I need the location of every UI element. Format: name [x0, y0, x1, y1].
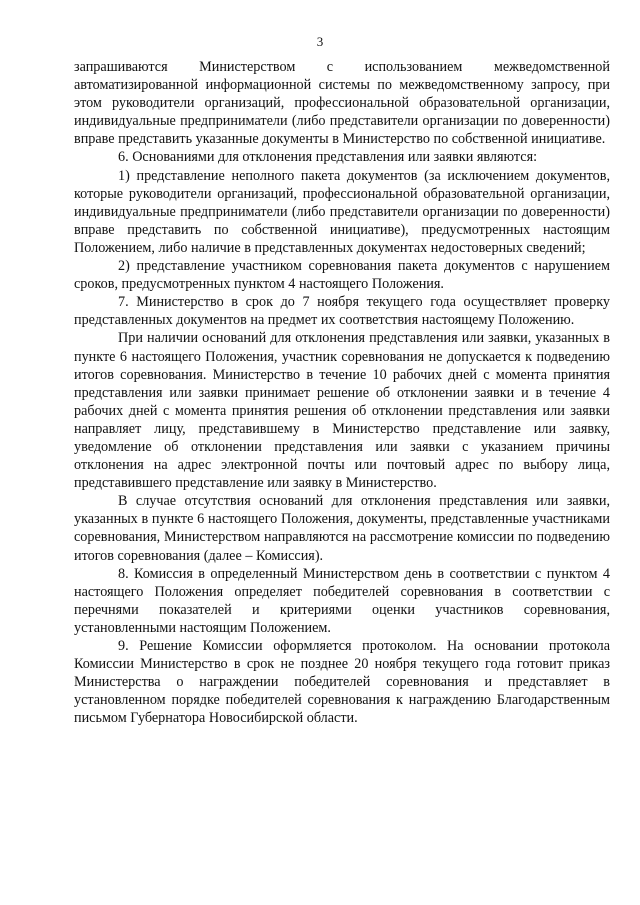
paragraph-continuation: запрашиваются Министерством с использованием межведомственной автоматизированной информационной системы по межведомственному запросу, при этом руководители организаций, профессиональной образовательной организации, индивидуальные предприниматели (либо представители организации по доверенности) вправе представить указанные документы в Министерство по собственной инициативе.	[74, 59, 610, 148]
paragraph-rejection-procedure: При наличии оснований для отклонения представления или заявки, указанных в пункте 6 настоящего Положения, участник соревнования не допускается к подведению итогов соревнования. Министерство в течение 10 рабочих дней с момента принятия представления или заявки принимает решение об отклонении заявки и в течение 4 рабочих дней с момента принятия решения об отклонении представления или заявки направляет лицу, представившему в Министерство представление или заявку, уведомление об отклонении представления или заявки с указанием причины отклонения на адрес электронной почты или почтовый адрес по выбору лица, представившего представление или заявку в Министерство.	[74, 330, 610, 492]
paragraph-subitem-2: 2) представление участником соревнования пакета документов с нарушением сроков, предусмотренных пунктом 4 настоящего Положения.	[74, 258, 610, 293]
paragraph-subitem-1: 1) представление неполного пакета документов (за исключением документов, которые руководители организаций, профессиональной образовательной организации, индивидуальные предприниматели (либо представители организации по доверенности) вправе представить по собственной инициативе), предусмотренных настоящим Положением, либо наличие в представленных документах недостоверных сведений;	[74, 167, 610, 256]
paragraph-item-6: 6. Основаниями для отклонения представления или заявки являются:	[118, 149, 538, 166]
page-number: 3	[316, 34, 324, 49]
paragraph-item-8: 8. Комиссия в определенный Министерством день в соответствии с пунктом 4 настоящего Положения определяет победителей соревнования в соответствии с перечнями показателей и критериями оценки участников соревнования, установленными настоящим Положением.	[74, 565, 610, 636]
paragraph-commission-referral: В случае отсутствия оснований для отклонения представления или заявки, указанных в пункте 6 настоящего Положения, документы, представленные участниками соревнования, Министерством направляются на рассмотрение комиссии по подведению итогов соревнования (далее – Комиссия).	[74, 493, 610, 564]
document-body	[74, 58, 610, 727]
paragraph-item-7: 7. Министерство в срок до 7 ноября текущего года осуществляет проверку представленных документов на предмет их соответствия настоящему Положению.	[74, 294, 610, 329]
paragraph-item-9: 9. Решение Комиссии оформляется протоколом. На основании протокола Комиссии Министерство в срок не позднее 20 ноября текущего года готовит приказ Министерства о награждении победителей соревнования и представляет в установленном порядке победителей соревнования к награждению Благодарственным письмом Губернатора Новосибирской области.	[74, 638, 610, 727]
